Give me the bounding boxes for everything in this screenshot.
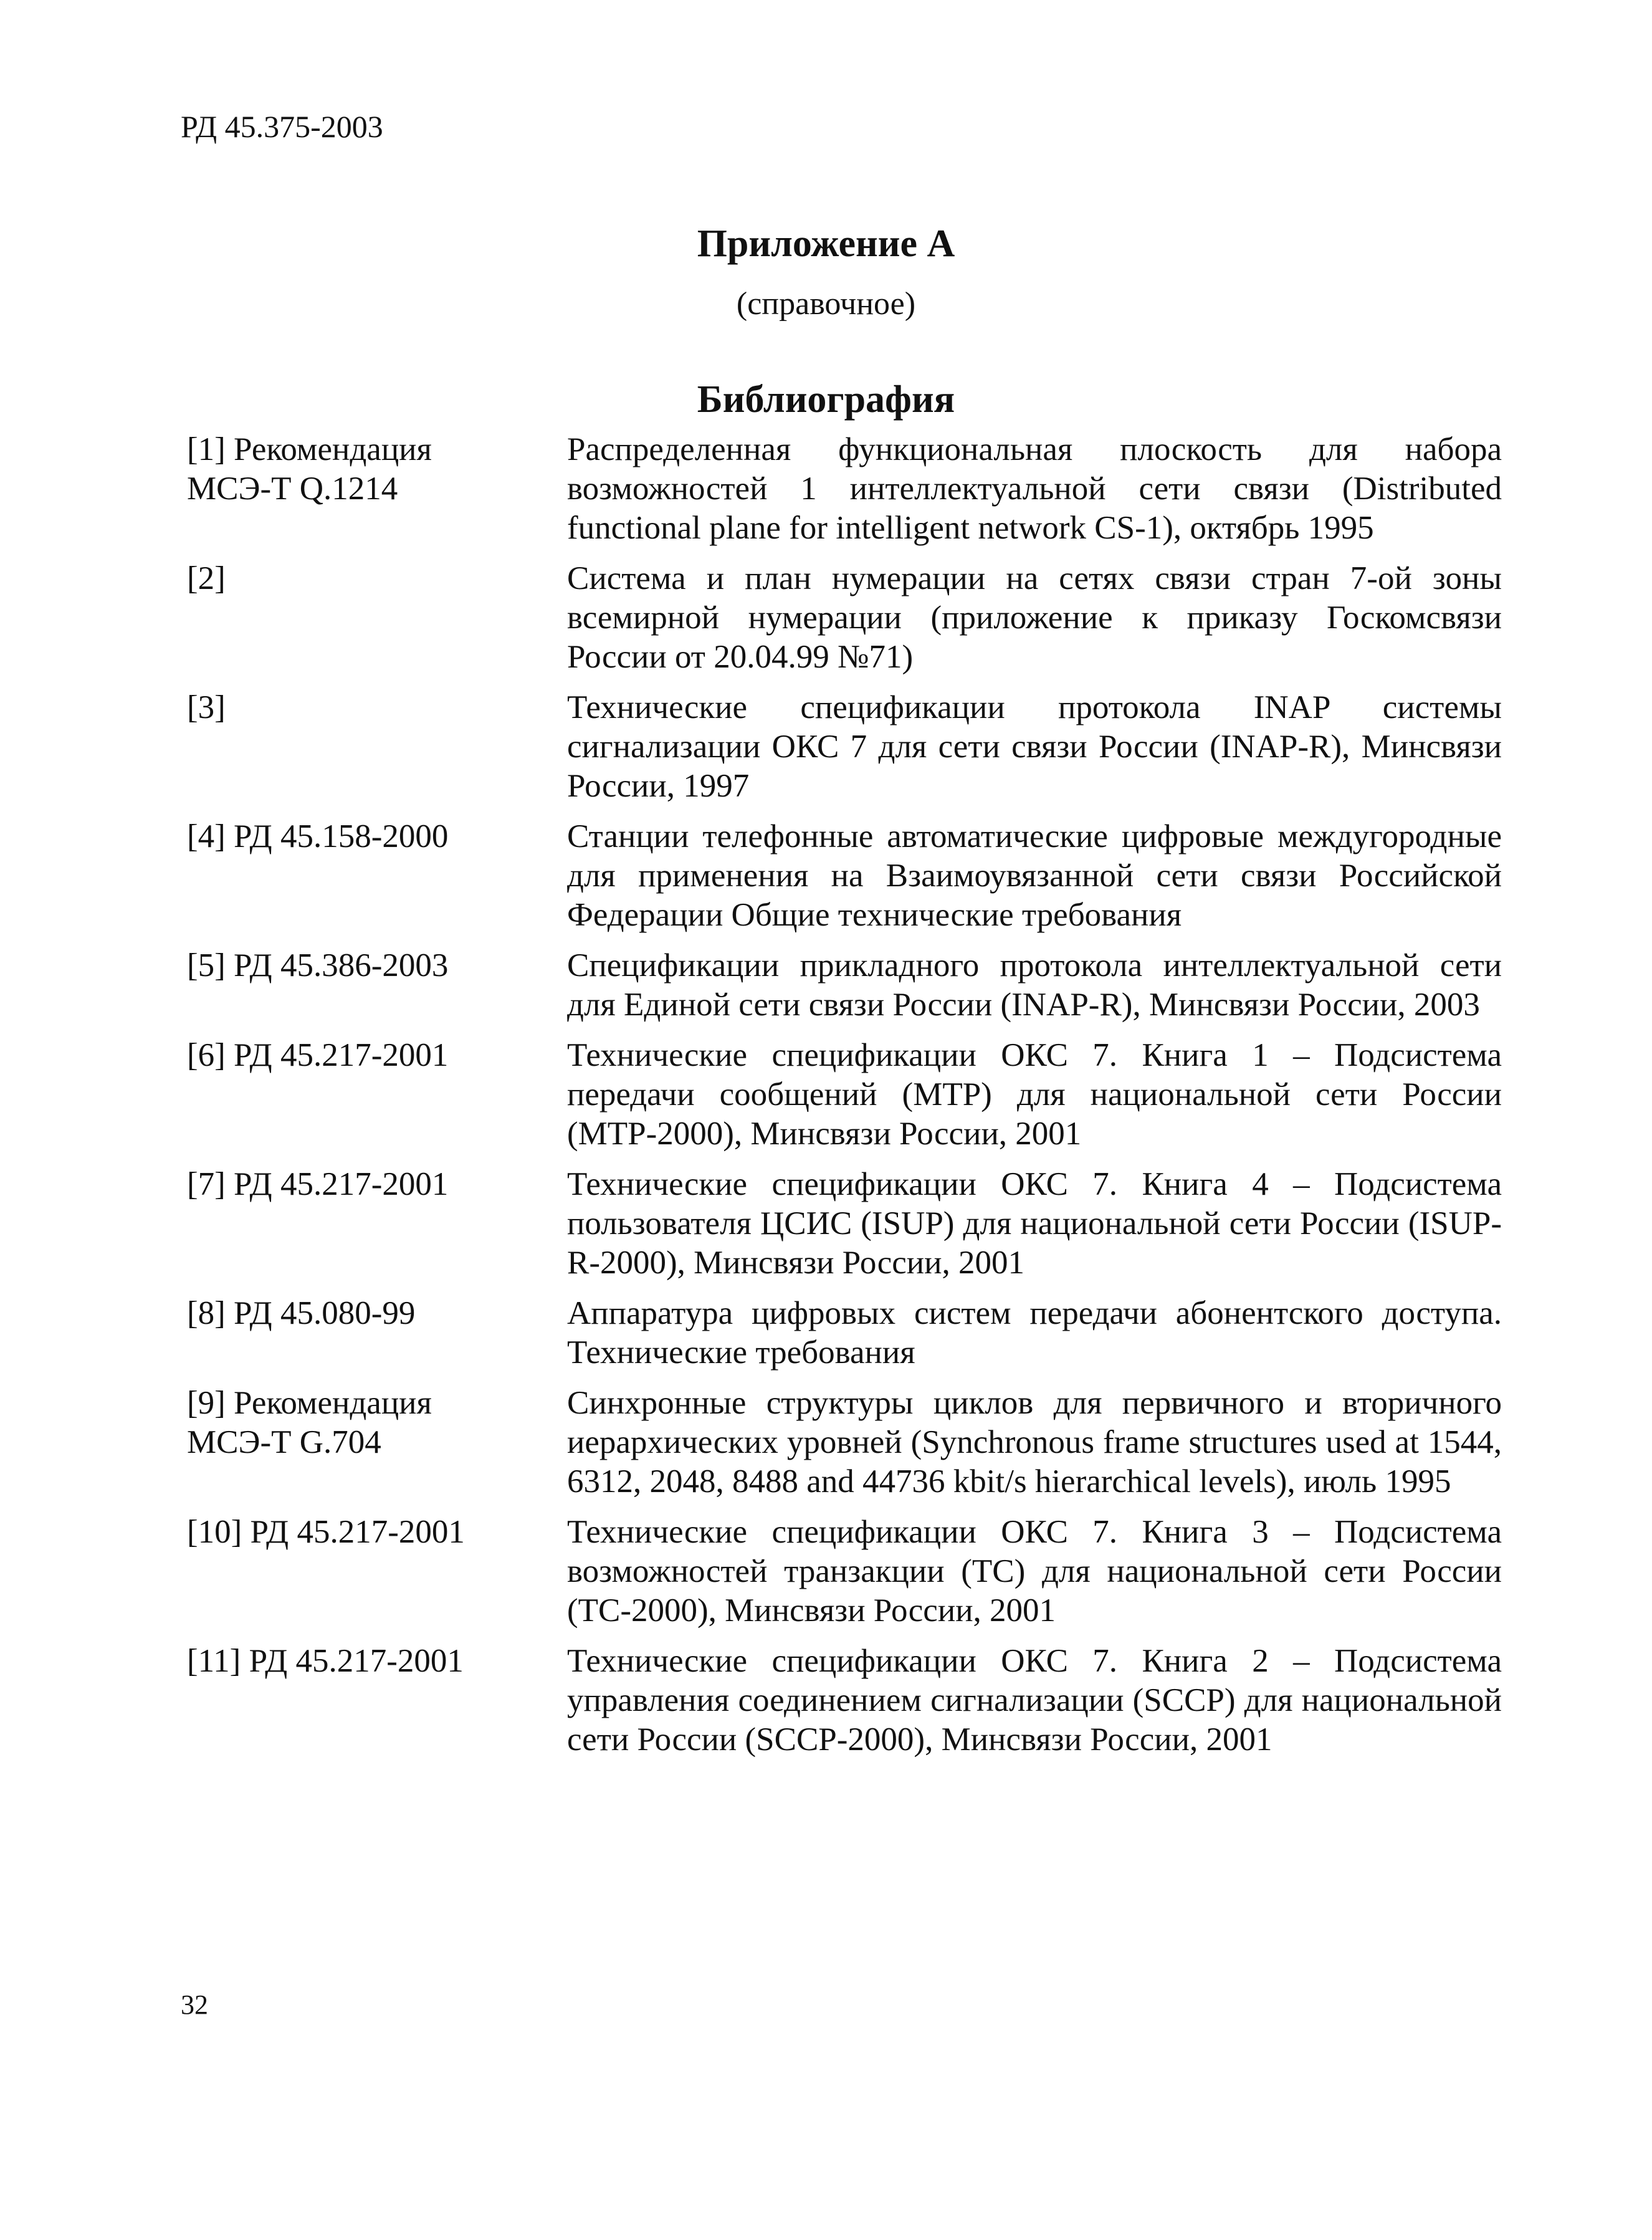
bibliography-title: Библиография bbox=[697, 378, 955, 421]
bibliography-entry bbox=[168, 559, 1502, 677]
reference-key: [3] bbox=[187, 689, 226, 725]
reference-text: Система и план нумерации на сетях связи стран 7-ой зоны всемирной нумерации (приложение к приказу Госкомсвязи России от 20.04.99 №71) bbox=[567, 560, 1502, 675]
reference-text: Синхронные структуры циклов для первичного и вторичного иерархических уровней (Synchronous frame structures used at 1544, 6312, 2048, 8488 and 44736 kbit/s hierarchical levels), июль 1995 bbox=[567, 1385, 1502, 1500]
reference-text: Технические спецификации ОКС 7. Книга 3 – Подсистема возможностей транзакции (ТС) для национальной сети России (ТС-2000), Минсвязи России, 2001 bbox=[567, 1514, 1502, 1629]
appendix-subtitle: (справочное) bbox=[736, 286, 916, 322]
reference-text: Распределенная функциональная плоскость для набора возможностей 1 интеллектуальной сети связи (Distributed functional plane for intelligent network CS-1), октябрь 1995 bbox=[567, 431, 1502, 546]
reference-key: [5] РД 45.386-2003 bbox=[187, 947, 449, 984]
reference-key: [7] РД 45.217-2001 bbox=[187, 1166, 449, 1202]
reference-key: [9] Рекомендация МСЭ-Т G.704 bbox=[187, 1385, 432, 1460]
bibliography-list bbox=[168, 430, 1502, 1759]
reference-key: [1] Рекомендация МСЭ-Т Q.1214 bbox=[187, 431, 432, 507]
reference-key: [6] РД 45.217-2001 bbox=[187, 1037, 449, 1073]
bibliography-entry bbox=[168, 430, 1502, 548]
reference-text: Станции телефонные автоматические цифровые междугородные для применения на Взаимоувязанной сети связи Российской Федерации Общие технические требования bbox=[567, 818, 1502, 933]
reference-key: [4] РД 45.158-2000 bbox=[187, 818, 449, 854]
reference-key: [2] bbox=[187, 560, 226, 596]
bibliography-entry bbox=[168, 817, 1502, 935]
reference-text: Технические спецификации ОКС 7. Книга 2 – Подсистема управления соединением сигнализации (SCCP) для национальной сети России (SCCP-2000), Минсвязи России, 2001 bbox=[567, 1643, 1502, 1758]
bibliography-entry bbox=[168, 1642, 1502, 1759]
reference-text: Технические спецификации протокола INAP системы сигнализации ОКС 7 для сети связи России (INAP-R), Минсвязи России, 1997 bbox=[567, 689, 1502, 804]
reference-text: Технические спецификации ОКС 7. Книга 4 – Подсистема пользователя ЦСИС (ISUP) для национальной сети России (ISUP-R-2000), Минсвязи России, 2001 bbox=[567, 1166, 1502, 1281]
reference-text: Спецификации прикладного протокола интеллектуальной сети для Единой сети связи России (INAP-R), Минсвязи России, 2003 bbox=[567, 947, 1502, 1023]
reference-text: Технические спецификации ОКС 7. Книга 1 – Подсистема передачи сообщений (МТР) для национальной сети России (МТР-2000), Минсвязи России, 2001 bbox=[567, 1037, 1502, 1152]
reference-key: [11] РД 45.217-2001 bbox=[187, 1643, 464, 1679]
bibliography-entry bbox=[168, 688, 1502, 806]
reference-text: Аппаратура цифровых систем передачи абонентского доступа. Технические требования bbox=[567, 1295, 1502, 1371]
bibliography-entry bbox=[168, 1036, 1502, 1154]
bibliography-entry bbox=[168, 946, 1502, 1025]
bibliography-entry bbox=[168, 1384, 1502, 1501]
reference-key: [10] РД 45.217-2001 bbox=[187, 1514, 465, 1550]
appendix-title: Приложение А bbox=[697, 223, 955, 265]
page-number: 32 bbox=[181, 1989, 208, 2020]
reference-key: [8] РД 45.080-99 bbox=[187, 1295, 416, 1331]
bibliography-entry bbox=[168, 1513, 1502, 1630]
document-code: РД 45.375-2003 bbox=[181, 109, 383, 144]
bibliography-entry bbox=[168, 1165, 1502, 1283]
bibliography-entry bbox=[168, 1294, 1502, 1372]
